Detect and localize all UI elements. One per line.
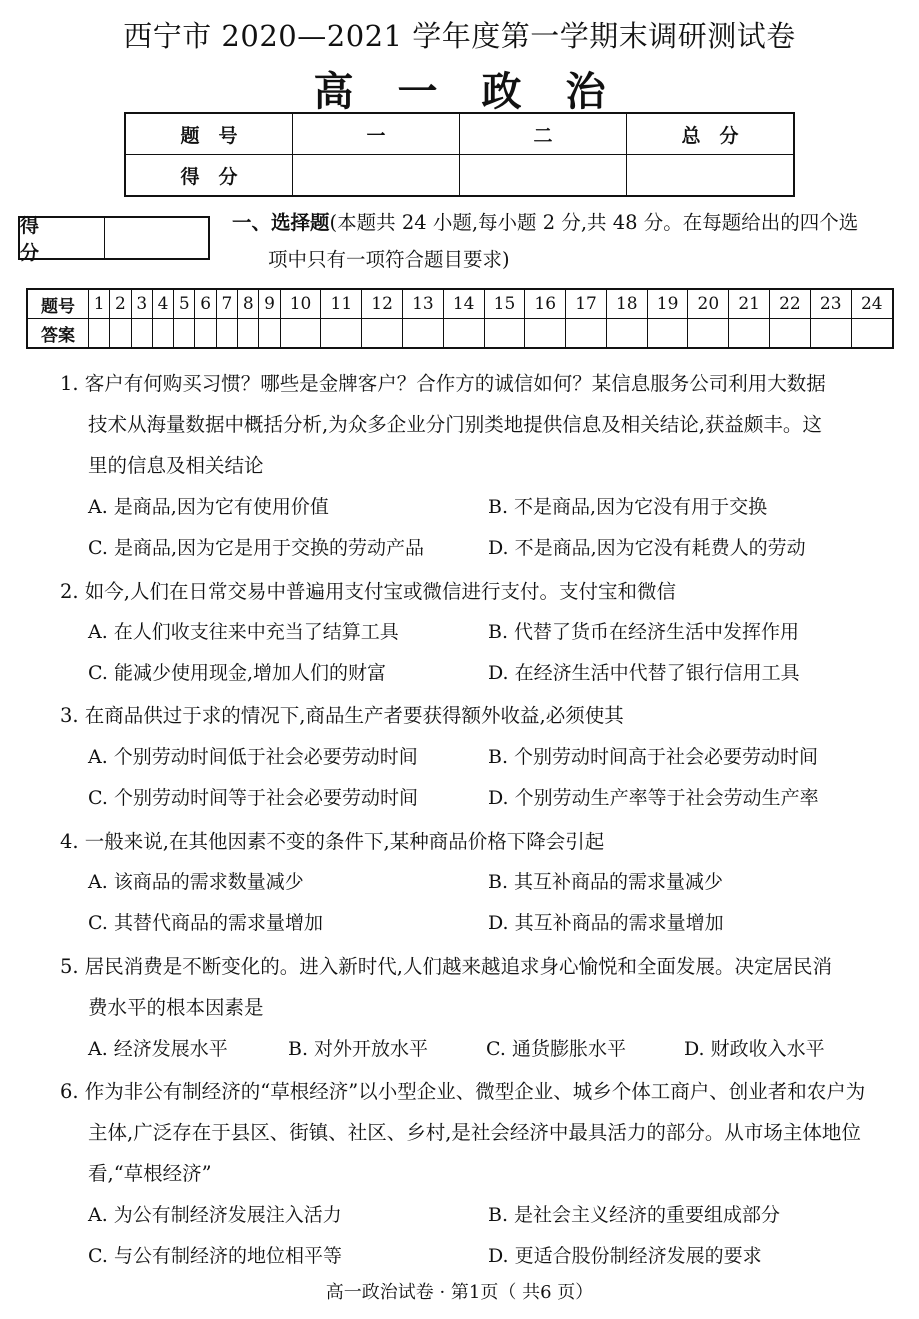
option-a[interactable]: A. 经济发展水平 [88, 1038, 228, 1060]
answer-input-cell[interactable] [525, 319, 566, 349]
option-d[interactable]: D. 其互补商品的需求量增加 [488, 912, 724, 934]
option-a[interactable]: A. 个别劳动时间低于社会必要劳动时间 [88, 746, 418, 768]
score-row-label: 得 分 [125, 155, 293, 197]
answer-number-cell: 7 [216, 289, 237, 319]
answer-input-cell[interactable] [362, 319, 403, 349]
answer-input-cell[interactable] [216, 319, 237, 349]
question-text: 主体,广泛存在于县区、街镇、社区、乡村,是社会经济中最具活力的部分。从市场主体地位 [88, 1121, 861, 1144]
option-b[interactable]: B. 对外开放水平 [288, 1038, 429, 1060]
section-title: 一、选择题 [232, 211, 330, 234]
answer-number-cell: 9 [259, 289, 280, 319]
answer-input-cell[interactable] [174, 319, 195, 349]
option-b[interactable]: B. 个别劳动时间高于社会必要劳动时间 [488, 746, 819, 768]
answer-number-cell: 1 [89, 289, 110, 319]
subject-char: 一 [397, 68, 438, 115]
score-cell-part1[interactable] [293, 155, 460, 197]
section-desc-2: 项中只有一项符合题目要求) [268, 248, 510, 271]
option-a[interactable]: A. 是商品,因为它有使用价值 [88, 496, 329, 518]
answer-number-cell: 15 [484, 289, 525, 319]
question-text: 看,“草根经济” [88, 1162, 212, 1185]
question-text: 3. 在商品供过于求的情况下,商品生产者要获得额外收益,必须使其 [60, 704, 624, 727]
score-header-total: 总 分 [627, 113, 795, 155]
answer-number-cell: 23 [810, 289, 851, 319]
section-score-box [18, 215, 210, 264]
option-a[interactable]: A. 为公有制经济发展注入活力 [88, 1204, 342, 1226]
option-c[interactable]: C. 通货膨胀水平 [486, 1038, 626, 1060]
answer-number-cell: 12 [362, 289, 403, 319]
answer-row-label-answer: 答案 [27, 319, 89, 349]
answer-number-cell: 10 [280, 289, 321, 319]
option-b[interactable]: B. 不是商品,因为它没有用于交换 [488, 496, 768, 518]
question-text: 6. 作为非公有制经济的“草根经济”以小型企业、微型企业、城乡个体工商户、创业者和农户为 [60, 1080, 866, 1103]
score-header-label: 题 号 [125, 113, 293, 155]
section-score-cell[interactable] [105, 218, 208, 258]
answer-input-cell[interactable] [484, 319, 525, 349]
answer-input-cell[interactable] [688, 319, 729, 349]
score-header-part2: 二 [460, 113, 627, 155]
question-text: 里的信息及相关结论 [88, 454, 264, 477]
answer-input-cell[interactable] [770, 319, 811, 349]
answer-number-cell: 22 [770, 289, 811, 319]
option-d[interactable]: D. 个别劳动生产率等于社会劳动生产率 [488, 787, 819, 809]
answer-number-cell: 14 [443, 289, 484, 319]
answer-input-cell[interactable] [403, 319, 444, 349]
answer-input-cell[interactable] [566, 319, 607, 349]
question-text: 2. 如今,人们在日常交易中普遍用支付宝或微信进行支付。支付宝和微信 [60, 580, 677, 603]
section-heading [232, 204, 904, 278]
answer-input-cell[interactable] [729, 319, 770, 349]
answer-input-cell[interactable] [131, 319, 152, 349]
section-desc-1: (本题共 24 小题,每小题 2 分,共 48 分。在每题给出的四个选 [329, 211, 859, 234]
option-c[interactable]: C. 其替代商品的需求量增加 [88, 912, 323, 934]
question-text: 技术从海量数据中概括分析,为众多企业分门别类地提供信息及相关结论,获益颇丰。这 [88, 413, 822, 436]
option-b[interactable]: B. 代替了货币在经济生活中发挥作用 [488, 621, 800, 643]
answer-input-cell[interactable] [195, 319, 216, 349]
option-c[interactable]: C. 个别劳动时间等于社会必要劳动时间 [88, 787, 418, 809]
answer-number-cell: 13 [403, 289, 444, 319]
question-text: 费水平的根本因素是 [88, 996, 264, 1019]
page-footer: 高一政治试卷 · 第1页（ 共6 页） [325, 1282, 594, 1303]
score-cell-part2[interactable] [460, 155, 627, 197]
answer-row-label-number: 题号 [27, 289, 89, 319]
question-text: 4. 一般来说,在其他因素不变的条件下,某种商品价格下降会引起 [60, 830, 605, 853]
subject-char: 政 [481, 68, 522, 115]
answer-number-cell: 5 [174, 289, 195, 319]
answer-number-cell: 21 [729, 289, 770, 319]
option-d[interactable]: D. 在经济生活中代替了银行信用工具 [488, 662, 800, 684]
answer-number-cell: 4 [152, 289, 173, 319]
answer-number-cell: 20 [688, 289, 729, 319]
score-header-part1: 一 [293, 113, 460, 155]
option-a[interactable]: A. 在人们收支往来中充当了结算工具 [88, 621, 399, 643]
answer-number-cell: 8 [238, 289, 259, 319]
score-table [124, 112, 795, 197]
subject-char: 高 [313, 68, 354, 115]
answer-input-cell[interactable] [259, 319, 280, 349]
answer-table [26, 288, 894, 349]
option-d[interactable]: D. 不是商品,因为它没有耗费人的劳动 [488, 537, 806, 559]
subject-char: 治 [565, 68, 606, 115]
answer-input-cell[interactable] [238, 319, 259, 349]
exam-title: 西宁市 2020—2021 学年度第一学期末调研测试卷 [123, 19, 796, 53]
score-cell-total[interactable] [627, 155, 795, 197]
subject-title [0, 60, 919, 117]
section-score-label: 得 分 [20, 218, 105, 258]
option-d[interactable]: D. 财政收入水平 [684, 1038, 825, 1060]
answer-input-cell[interactable] [89, 319, 110, 349]
answer-number-cell: 18 [606, 289, 647, 319]
answer-input-cell[interactable] [606, 319, 647, 349]
question-text: 1. 客户有何购买习惯？哪些是金牌客户？合作方的诚信如何？某信息服务公司利用大数据 [60, 372, 826, 395]
option-d[interactable]: D. 更适合股份制经济发展的要求 [488, 1245, 762, 1267]
answer-input-cell[interactable] [110, 319, 131, 349]
option-a[interactable]: A. 该商品的需求数量减少 [88, 871, 304, 893]
answer-input-cell[interactable] [321, 319, 362, 349]
answer-input-cell[interactable] [647, 319, 688, 349]
option-b[interactable]: B. 是社会主义经济的重要组成部分 [488, 1204, 781, 1226]
answer-input-cell[interactable] [152, 319, 173, 349]
answer-number-cell: 6 [195, 289, 216, 319]
answer-input-cell[interactable] [443, 319, 484, 349]
option-c[interactable]: C. 与公有制经济的地位相平等 [88, 1245, 342, 1267]
answer-number-cell: 24 [851, 289, 893, 319]
answer-input-cell[interactable] [810, 319, 851, 349]
question-text: 5. 居民消费是不断变化的。进入新时代,人们越来越追求身心愉悦和全面发展。决定居民消 [60, 955, 833, 978]
answer-number-cell: 16 [525, 289, 566, 319]
option-b[interactable]: B. 其互补商品的需求量减少 [488, 871, 724, 893]
answer-number-cell: 19 [647, 289, 688, 319]
answer-number-cell: 2 [110, 289, 131, 319]
answer-input-cell[interactable] [280, 319, 321, 349]
option-c[interactable]: C. 是商品,因为它是用于交换的劳动产品 [88, 537, 424, 559]
answer-number-cell: 11 [321, 289, 362, 319]
answer-number-cell: 17 [566, 289, 607, 319]
option-c[interactable]: C. 能减少使用现金,增加人们的财富 [88, 662, 386, 684]
answer-number-cell: 3 [131, 289, 152, 319]
answer-input-cell[interactable] [851, 319, 893, 349]
